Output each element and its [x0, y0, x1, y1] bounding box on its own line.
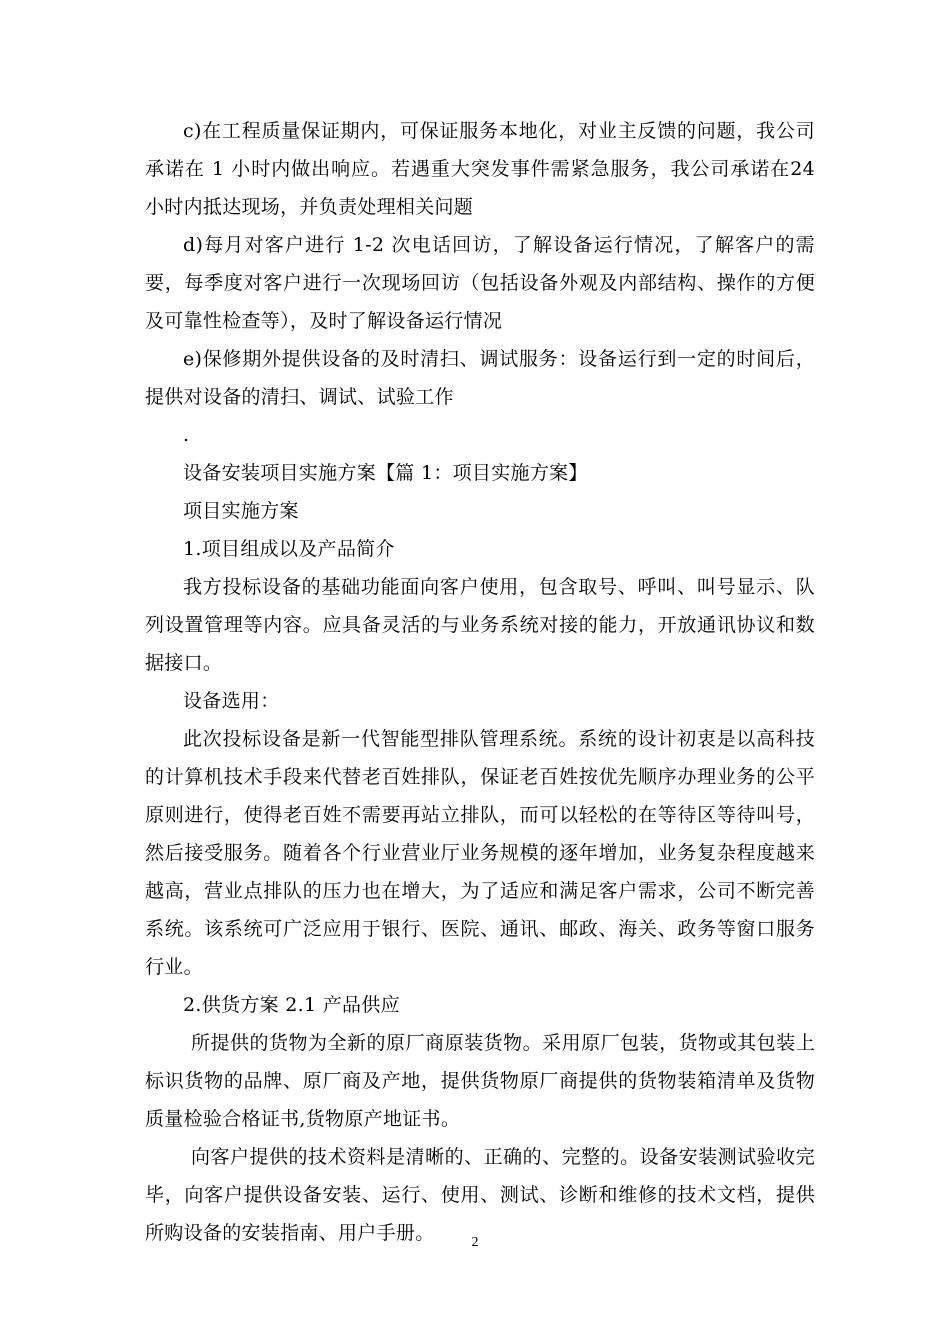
section-heading: 设备安装项目实施方案【篇 1：项目实施方案】 [183, 462, 588, 484]
document-body [145, 112, 815, 1252]
label-equipment-selection: 设备选用： [183, 690, 280, 712]
separator-dot: . [183, 424, 190, 446]
paragraph-goods-supply: 所提供的货物为全新的原厂商原装货物。采用原厂包装，货物或其包装上标识货物的品牌、原厂商及产地，提供货物原厂商提供的货物装箱清单及货物质量检验合格证书,货物原产地证书。 [145, 1032, 815, 1130]
subsection-heading: 项目实施方案 [183, 500, 299, 522]
paragraph-phone-followup: d)每月对客户进行 1-2 次电话回访，了解设备运行情况，了解客户的需要，每季度对客户进行一次现场回访（包括设备外观及内部结构、操作的方便及可靠性检查等），及时了解设备运行情况 [145, 234, 815, 332]
paragraph-post-warranty-service: e)保修期外提供设备的及时清扫、调试服务：设备运行到一定的时间后，提供对设备的清扫、调试、试验工作 [145, 348, 815, 408]
item-heading-project-composition: 1.项目组成以及产品简介 [183, 538, 395, 560]
paragraph-queue-system: 此次投标设备是新一代智能型排队管理系统。系统的设计初衷是以高科技的计算机技术手段来代替老百姓排队，保证老百姓按优先顺序办理业务的公平原则进行，使得老百姓不需要再站立排队，而可以轻松的在等待区等待叫号，然后接受服务。随着各个行业营业厅业务规模的逐年增加，业务复杂程度越来越高，营业点排队的压力也在增大，为了适应和满足客户需求，公司不断完善系统。该系统可广泛应用于银行、医院、通讯、邮政、海关、政务等窗口服务行业。 [145, 728, 815, 978]
paragraph-warranty-response: c)在工程质量保证期内，可保证服务本地化，对业主反馈的问题，我公司承诺在 1 小时内做出响应。若遇重大突发事件需紧急服务，我公司承诺在24 小时内抵达现场，并负责处理相关问题 [145, 120, 815, 218]
paragraph-technical-docs: 向客户提供的技术资料是清晰的、正确的、完整的。设备安装测试验收完毕，向客户提供设备安装、运行、使用、测试、诊断和维修的技术文档，提供所购设备的安装指南、用户手册。 [145, 1146, 815, 1244]
paragraph-basic-functions: 我方投标设备的基础功能面向客户使用，包含取号、呼叫、叫号显示、队列设置管理等内容。应具备灵活的与业务系统对接的能力，开放通讯协议和数据接口。 [145, 576, 815, 674]
page-number: 2 [471, 1235, 479, 1250]
item-heading-supply-plan: 2.供货方案 2.1 产品供应 [183, 994, 400, 1016]
